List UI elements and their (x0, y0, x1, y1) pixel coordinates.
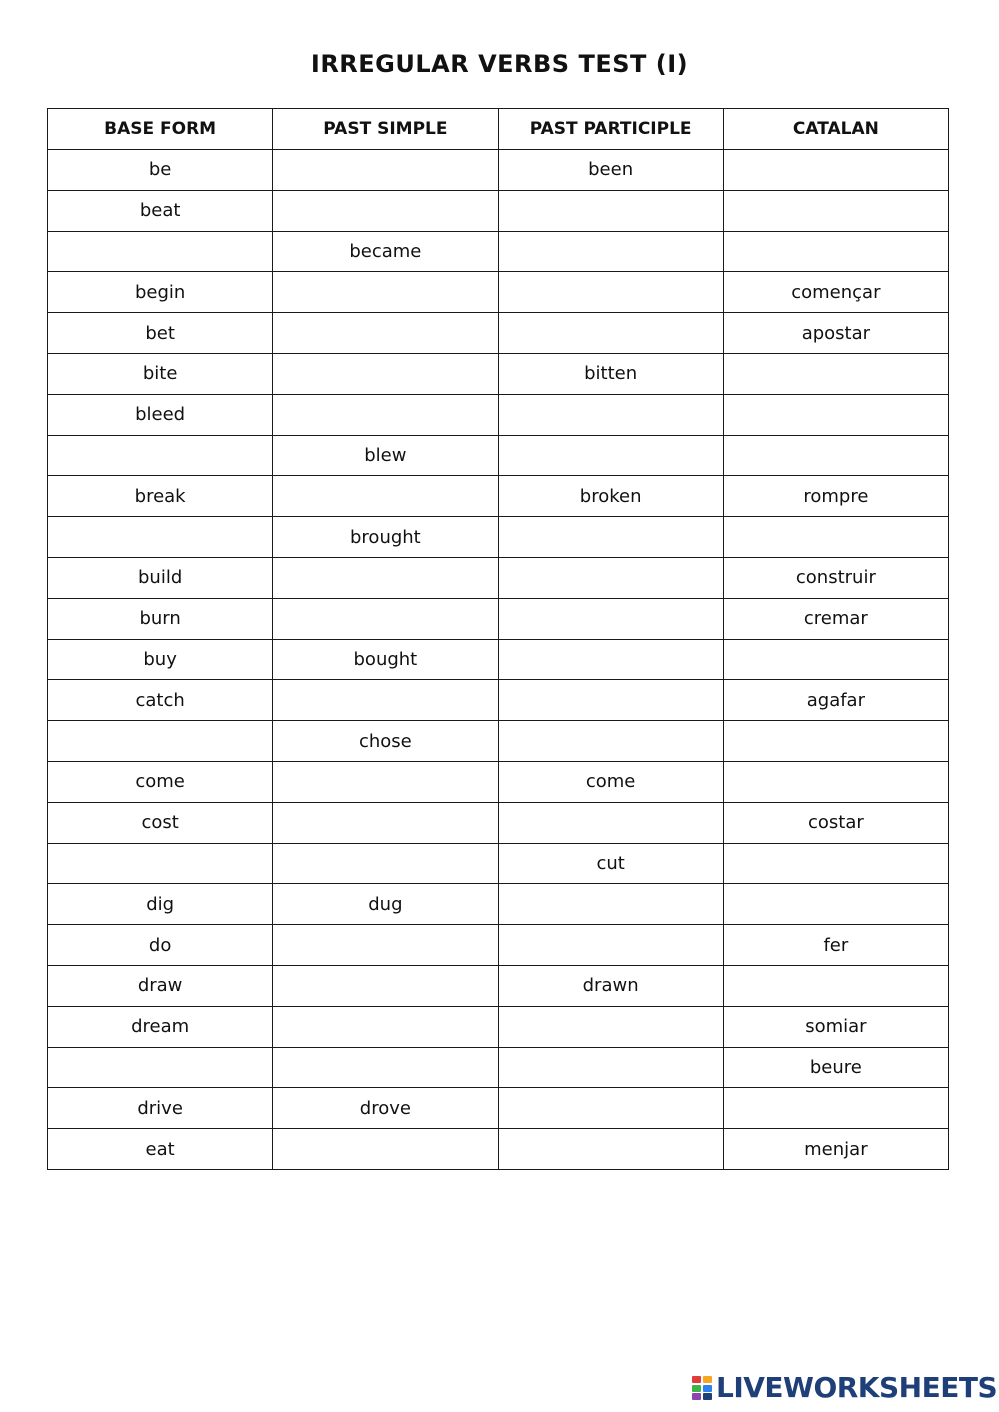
table-row (48, 843, 949, 884)
past-simple-cell[interactable] (273, 965, 498, 1006)
base-form-cell: beat (48, 190, 273, 231)
catalan-cell[interactable] (723, 231, 948, 272)
past-simple-cell[interactable] (273, 802, 498, 843)
catalan-cell: somiar (723, 1006, 948, 1047)
past-participle-cell: drawn (498, 965, 723, 1006)
past-participle-cell: been (498, 150, 723, 191)
past-participle-cell[interactable] (498, 1088, 723, 1129)
base-form-cell: come (48, 761, 273, 802)
catalan-cell[interactable] (723, 435, 948, 476)
base-form-cell: eat (48, 1129, 273, 1170)
liveworksheets-logo (692, 1372, 997, 1404)
table-row (48, 476, 949, 517)
base-form-cell: dig (48, 884, 273, 925)
base-form-cell[interactable] (48, 517, 273, 558)
base-form-cell: dream (48, 1006, 273, 1047)
table-row (48, 639, 949, 680)
logo-text: LIVEWORKSHEETS (716, 1371, 998, 1404)
base-form-cell: buy (48, 639, 273, 680)
logo-mark-block (703, 1376, 712, 1383)
base-form-cell: burn (48, 598, 273, 639)
catalan-cell[interactable] (723, 761, 948, 802)
past-participle-cell[interactable] (498, 190, 723, 231)
past-participle-cell[interactable] (498, 802, 723, 843)
table-row (48, 721, 949, 762)
base-form-cell: cost (48, 802, 273, 843)
base-form-cell[interactable] (48, 231, 273, 272)
past-participle-cell[interactable] (498, 884, 723, 925)
verbs-table (47, 108, 949, 1170)
table-row (48, 680, 949, 721)
past-simple-cell[interactable] (273, 190, 498, 231)
catalan-cell: costar (723, 802, 948, 843)
past-simple-cell[interactable] (273, 272, 498, 313)
past-simple-cell[interactable] (273, 313, 498, 354)
past-simple-cell[interactable] (273, 353, 498, 394)
catalan-cell[interactable] (723, 721, 948, 762)
table-row (48, 761, 949, 802)
base-form-cell: be (48, 150, 273, 191)
past-simple-cell[interactable] (273, 1047, 498, 1088)
logo-mark-block (703, 1385, 712, 1392)
catalan-cell: fer (723, 925, 948, 966)
catalan-cell: rompre (723, 476, 948, 517)
table-row (48, 1088, 949, 1129)
past-participle-cell[interactable] (498, 639, 723, 680)
base-form-cell[interactable] (48, 721, 273, 762)
table-row (48, 353, 949, 394)
past-participle-cell: cut (498, 843, 723, 884)
past-simple-cell[interactable] (273, 557, 498, 598)
past-participle-cell[interactable] (498, 231, 723, 272)
past-participle-cell[interactable] (498, 680, 723, 721)
past-simple-cell: dug (273, 884, 498, 925)
past-simple-cell[interactable] (273, 843, 498, 884)
header-catalan: CATALAN (723, 109, 948, 150)
base-form-cell: break (48, 476, 273, 517)
catalan-cell[interactable] (723, 394, 948, 435)
table-row (48, 557, 949, 598)
catalan-cell: apostar (723, 313, 948, 354)
past-participle-cell[interactable] (498, 272, 723, 313)
header-row (48, 109, 949, 150)
header-past-participle: PAST PARTICIPLE (498, 109, 723, 150)
past-participle-cell[interactable] (498, 557, 723, 598)
table-row (48, 231, 949, 272)
table-row (48, 1047, 949, 1088)
past-simple-cell: bought (273, 639, 498, 680)
table-row (48, 272, 949, 313)
past-simple-cell[interactable] (273, 150, 498, 191)
catalan-cell[interactable] (723, 884, 948, 925)
table-row (48, 394, 949, 435)
past-participle-cell[interactable] (498, 517, 723, 558)
past-participle-cell[interactable] (498, 1129, 723, 1170)
catalan-cell: beure (723, 1047, 948, 1088)
past-simple-cell: became (273, 231, 498, 272)
base-form-cell: draw (48, 965, 273, 1006)
catalan-cell: menjar (723, 1129, 948, 1170)
past-simple-cell: drove (273, 1088, 498, 1129)
catalan-cell[interactable] (723, 639, 948, 680)
base-form-cell: bleed (48, 394, 273, 435)
past-simple-cell: chose (273, 721, 498, 762)
table-row (48, 517, 949, 558)
past-simple-cell[interactable] (273, 1129, 498, 1170)
past-simple-cell[interactable] (273, 394, 498, 435)
past-participle-cell: come (498, 761, 723, 802)
past-simple-cell[interactable] (273, 761, 498, 802)
catalan-cell: cremar (723, 598, 948, 639)
catalan-cell[interactable] (723, 150, 948, 191)
past-simple-cell[interactable] (273, 925, 498, 966)
base-form-cell: bite (48, 353, 273, 394)
table-row (48, 313, 949, 354)
catalan-cell[interactable] (723, 353, 948, 394)
base-form-cell[interactable] (48, 1047, 273, 1088)
table-body (48, 150, 949, 1170)
past-simple-cell[interactable] (273, 598, 498, 639)
base-form-cell: build (48, 557, 273, 598)
header-base-form: BASE FORM (48, 109, 273, 150)
table-row (48, 884, 949, 925)
catalan-cell[interactable] (723, 965, 948, 1006)
past-participle-cell[interactable] (498, 598, 723, 639)
logo-mark-block (703, 1393, 712, 1400)
logo-mark-block (692, 1393, 701, 1400)
table-row (48, 150, 949, 191)
table-row (48, 802, 949, 843)
catalan-cell: començar (723, 272, 948, 313)
catalan-cell[interactable] (723, 190, 948, 231)
table-row (48, 435, 949, 476)
logo-mark-block (692, 1376, 701, 1383)
past-simple-cell[interactable] (273, 1006, 498, 1047)
base-form-cell[interactable] (48, 435, 273, 476)
past-simple-cell: blew (273, 435, 498, 476)
past-participle-cell[interactable] (498, 435, 723, 476)
past-simple-cell[interactable] (273, 680, 498, 721)
past-simple-cell: brought (273, 517, 498, 558)
past-participle-cell[interactable] (498, 313, 723, 354)
catalan-cell: agafar (723, 680, 948, 721)
base-form-cell: catch (48, 680, 273, 721)
catalan-cell[interactable] (723, 843, 948, 884)
logo-mark-icon (692, 1376, 712, 1400)
logo-mark-block (692, 1385, 701, 1392)
table-row (48, 190, 949, 231)
past-participle-cell[interactable] (498, 1047, 723, 1088)
table-row (48, 1006, 949, 1047)
catalan-cell: construir (723, 557, 948, 598)
past-participle-cell[interactable] (498, 721, 723, 762)
table-row (48, 965, 949, 1006)
base-form-cell: bet (48, 313, 273, 354)
base-form-cell: drive (48, 1088, 273, 1129)
past-participle-cell[interactable] (498, 394, 723, 435)
catalan-cell[interactable] (723, 517, 948, 558)
table-row (48, 598, 949, 639)
catalan-cell[interactable] (723, 1088, 948, 1129)
past-participle-cell[interactable] (498, 1006, 723, 1047)
table-row (48, 925, 949, 966)
past-participle-cell: broken (498, 476, 723, 517)
page-title: IRREGULAR VERBS TEST (I) (310, 50, 689, 78)
base-form-cell: do (48, 925, 273, 966)
base-form-cell: begin (48, 272, 273, 313)
table-row (48, 1129, 949, 1170)
header-past-simple: PAST SIMPLE (273, 109, 498, 150)
past-participle-cell[interactable] (498, 925, 723, 966)
past-simple-cell[interactable] (273, 476, 498, 517)
base-form-cell[interactable] (48, 843, 273, 884)
past-participle-cell: bitten (498, 353, 723, 394)
